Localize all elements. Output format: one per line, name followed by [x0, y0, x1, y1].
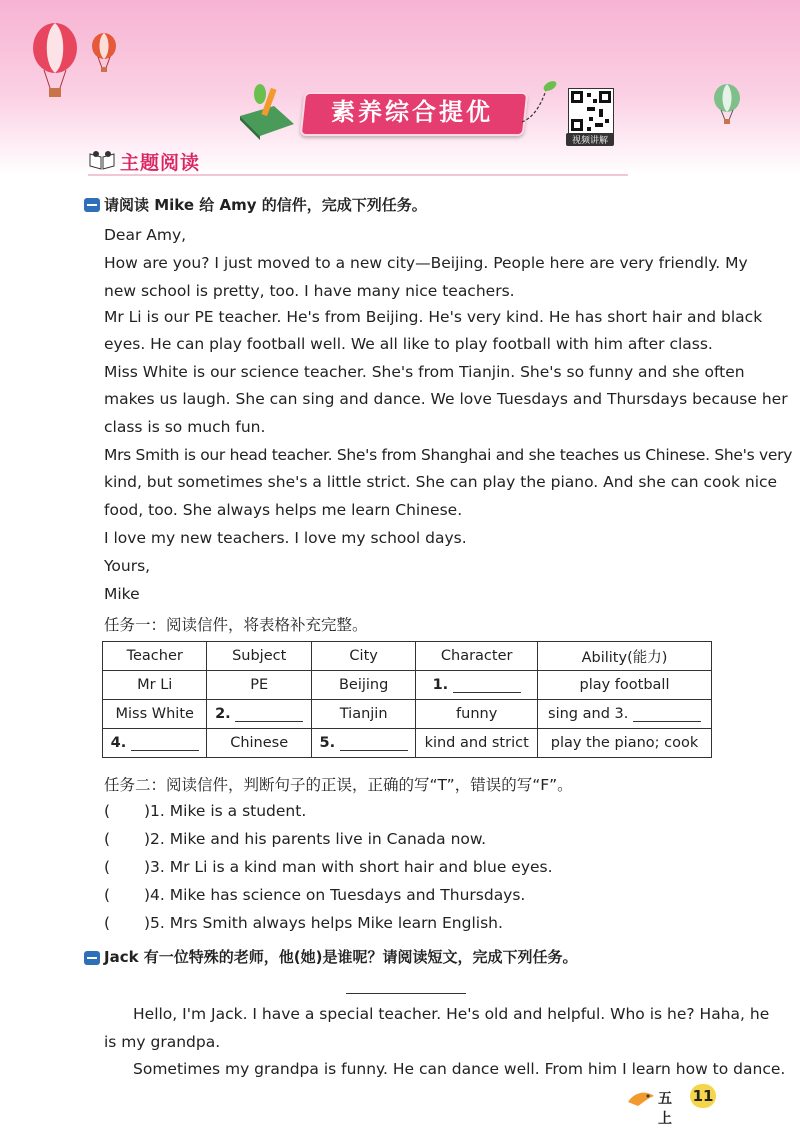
hot-air-balloon-icon [30, 22, 80, 100]
table-cell: Mr Li [103, 671, 207, 700]
table-cell: play the piano; cook [538, 729, 712, 758]
true-false-item[interactable] [104, 802, 306, 820]
answer-blank[interactable] [340, 736, 408, 751]
answer-paren[interactable]: ( [104, 830, 111, 848]
answer-blank[interactable] [235, 707, 303, 722]
answer-blank[interactable] [633, 707, 701, 722]
section-title: 主题阅读 [120, 152, 201, 174]
statement: )1. Mike is a student. [144, 802, 307, 820]
task-one-instruction: 任务一：阅读信件，将表格补充完整。 [104, 616, 368, 634]
table-cell: kind and strict [416, 729, 538, 758]
letter-line: I love my new teachers. I love my school days. [104, 529, 467, 547]
answer-paren[interactable]: ( [104, 886, 111, 904]
letter-line: food, too. She always helps me learn Chinese. [104, 501, 463, 519]
answer-paren[interactable]: ( [104, 858, 111, 876]
qr-code-icon[interactable] [568, 88, 614, 134]
passage-line: Hello, I'm Jack. I have a special teacher. He's old and helpful. Who is he? Haha, he [133, 1005, 770, 1023]
table-cell: play football [538, 671, 712, 700]
letter-line: How are you? I just moved to a new city—Beijing. People here are very friendly. My [104, 254, 748, 272]
letter-line: makes us laugh. She can sing and dance. We love Tuesdays and Thursdays because her [104, 390, 788, 408]
page-title: 素养综合提优 [331, 98, 493, 126]
true-false-item[interactable] [104, 858, 553, 876]
leaf-vine-icon [520, 78, 560, 128]
part-one-badge [84, 198, 100, 212]
task-two-instruction: 任务二：阅读信件，判断句子的正误，正确的写“T”，错误的写“F”。 [104, 776, 573, 794]
page-number: 11 [690, 1084, 716, 1108]
blank-number: 2. [215, 706, 231, 722]
table-header: Character [416, 642, 538, 671]
open-book-icon [88, 150, 116, 170]
green-balloon-icon [712, 84, 742, 126]
bird-icon [626, 1088, 656, 1108]
table-header-row [103, 642, 712, 671]
table-header: Ability(能力) [538, 642, 712, 671]
table-row [103, 700, 712, 729]
part-two-badge [84, 951, 100, 965]
letter-line: class is so much fun. [104, 418, 266, 436]
letter-line: Mike [104, 585, 140, 603]
title-blank-line[interactable] [346, 993, 466, 994]
table-cell: PE [207, 671, 311, 700]
title-banner [232, 78, 622, 148]
answer-paren[interactable]: ( [104, 914, 111, 932]
true-false-item[interactable] [104, 914, 503, 932]
table-cell: Miss White [103, 700, 207, 729]
table-header: City [311, 642, 415, 671]
true-false-item[interactable] [104, 830, 486, 848]
book-icon [232, 84, 302, 142]
ability-text: sing and 3. [548, 706, 629, 722]
table-cell: funny [416, 700, 538, 729]
table-cell-blank-5[interactable] [311, 729, 415, 758]
letter-line: Miss White is our science teacher. She's from Tianjin. She's so funny and she often [104, 363, 745, 381]
letter-line: Yours, [104, 557, 151, 575]
table-header: Teacher [103, 642, 207, 671]
table-cell: Chinese [207, 729, 311, 758]
part-two-instruction: Jack 有一位特殊的老师，他(她)是谁呢？请阅读短文，完成下列任务。 [104, 948, 578, 966]
letter-line: kind, but sometimes she's a little strict. She can play the piano. And she can cook nice [104, 473, 778, 491]
table-cell: Beijing [311, 671, 415, 700]
letter-line: Dear Amy, [104, 226, 187, 244]
passage-line: Sometimes my grandpa is funny. He can dance well. From him I learn how to dance. [133, 1060, 786, 1078]
table-cell-blank-2[interactable] [207, 700, 311, 729]
section-divider [88, 174, 628, 176]
qr-label: 视频讲解 [566, 133, 614, 146]
blank-number: 1. [432, 677, 449, 693]
letter-line: Mr Li is our PE teacher. He's from Beijing. He's very kind. He has short hair and black [104, 308, 763, 326]
statement: )3. Mr Li is a kind man with short hair and blue eyes. [144, 858, 553, 876]
letter-line: Mrs Smith is our head teacher. She's from Shanghai and she teaches us Chinese. She's very [104, 446, 793, 464]
grade-label: 五上 [658, 1091, 672, 1127]
small-balloon-icon [90, 32, 118, 74]
letter-line: new school is pretty, too. I have many nice teachers. [104, 282, 515, 300]
answer-paren[interactable]: ( [104, 802, 111, 820]
answer-blank[interactable] [131, 736, 199, 751]
blank-number: 5. [319, 735, 336, 751]
table-cell-blank-4[interactable] [103, 729, 207, 758]
statement: )2. Mike and his parents live in Canada now. [144, 830, 487, 848]
part-one-instruction: 请阅读 Mike 给 Amy 的信件，完成下列任务。 [104, 196, 427, 214]
table-cell: Tianjin [311, 700, 415, 729]
teacher-table [102, 641, 712, 758]
table-header: Subject [207, 642, 311, 671]
table-cell-blank-1[interactable] [416, 671, 538, 700]
statement: )4. Mike has science on Tuesdays and Thursdays. [144, 886, 526, 904]
table-row [103, 671, 712, 700]
statement: )5. Mrs Smith always helps Mike learn English. [144, 914, 503, 932]
blank-number: 4. [110, 735, 127, 751]
true-false-item[interactable] [104, 886, 525, 904]
passage-line: is my grandpa. [104, 1033, 221, 1051]
answer-blank[interactable] [453, 678, 521, 693]
table-row [103, 729, 712, 758]
letter-line: eyes. He can play football well. We all like to play football with him after class. [104, 335, 713, 353]
table-cell-blank-3[interactable] [538, 700, 712, 729]
